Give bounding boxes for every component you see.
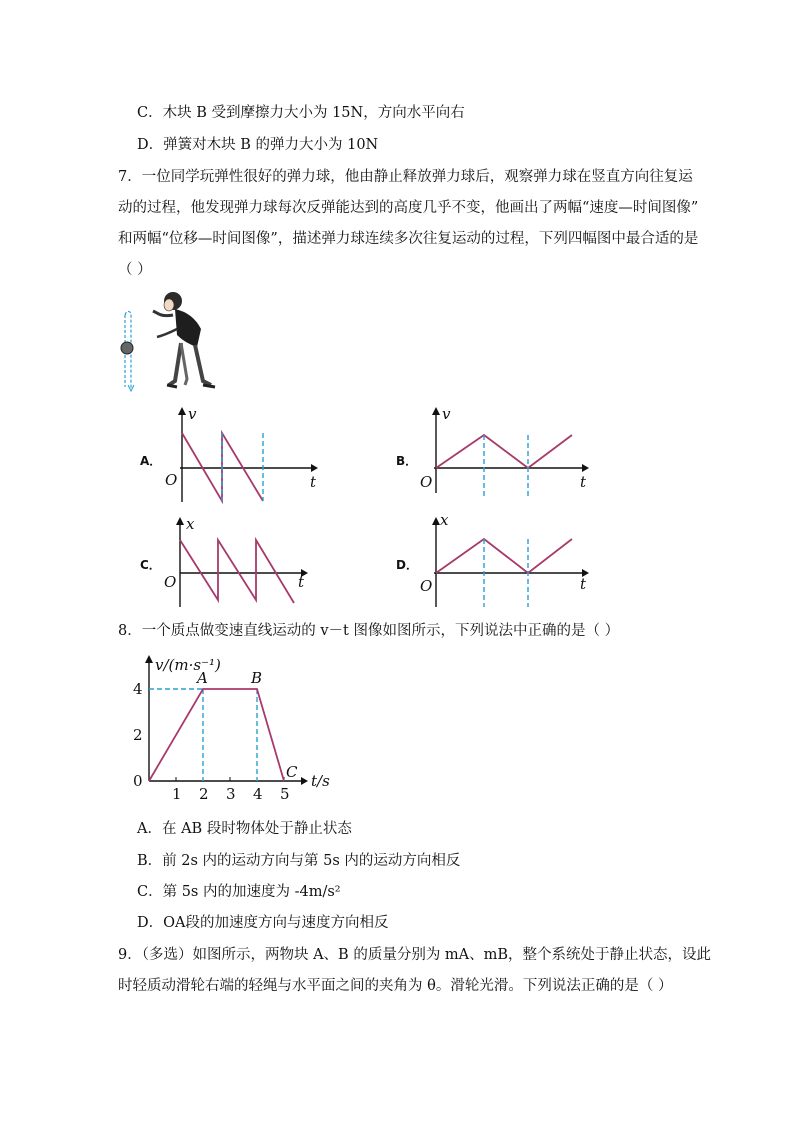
q8-vt-chart [125, 650, 345, 805]
q8-point-label: A [197, 669, 208, 687]
q8-x-tick-label: 4 [253, 785, 263, 803]
graph-d-curve [436, 539, 572, 573]
graph-b-y-arrow [432, 407, 440, 415]
q7-stem-line-1: 7．一位同学玩弹性很好的弹力球，他由静止释放弹力球后，观察弹力球在竖直方向往复运 [118, 169, 693, 185]
q8-x-tick-label: 2 [199, 785, 209, 803]
graph-b-x-label: t [580, 473, 587, 491]
q7-graph-b [390, 405, 600, 505]
q7-stem-line-4: （ ） [118, 262, 152, 278]
q8-y-tick-label: 2 [133, 726, 143, 744]
q8-series-line [149, 689, 284, 781]
q8-x-tick-label: 1 [172, 785, 182, 803]
q8-y-tick-label: 4 [133, 680, 143, 698]
graph-a-y-label: v [188, 405, 197, 423]
graph-a-origin: O [165, 471, 178, 489]
q8-point-label: C [286, 763, 298, 781]
q6-option-c: C．木块 B 受到摩擦力大小为 15N，方向水平向右 [137, 105, 465, 121]
graph-c-origin: O [164, 573, 177, 591]
graph-a-option-label: A． [140, 454, 162, 468]
graph-b-x-arrow [582, 464, 589, 472]
graph-b-curve [436, 435, 572, 468]
graph-d-y-label: x [440, 511, 449, 529]
q8-option-d: D．OA段的加速度方向与速度方向相反 [137, 915, 389, 931]
graph-d-y-arrow [432, 517, 440, 525]
graph-b-origin: O [420, 473, 433, 491]
q8-stem: 8．一个质点做变速直线运动的 v－t 图像如图所示，下列说法中正确的是（ ） [118, 623, 620, 639]
q8-x-tick-label: 3 [226, 785, 236, 803]
q8-y-label: v/(m·s⁻¹) [155, 656, 221, 674]
graph-d-option-label: D． [396, 558, 418, 572]
q7-graph-a [130, 405, 330, 505]
graph-d-origin: O [420, 577, 433, 595]
q8-option-a: A．在 AB 段时物体处于静止状态 [137, 821, 352, 837]
q7-graph-c [130, 515, 330, 610]
graph-c-y-arrow [176, 517, 184, 525]
graph-b-y-label: v [442, 405, 451, 423]
q7-graph-d [390, 511, 600, 610]
graph-c-curve [180, 540, 294, 603]
graph-a-x-arrow [311, 464, 318, 472]
graph-d-x-label: t [580, 575, 587, 593]
graph-c-y-label: x [186, 515, 195, 533]
graph-b-option-label: B． [396, 454, 418, 468]
q8-y-tick-label: 0 [133, 772, 143, 790]
graph-c-x-label: t [298, 573, 305, 591]
graph-a-x-label: t [310, 473, 317, 491]
q7-stem-line-3: 和两幅“位移—时间图像”，描述弹力球连续多次往复运动的过程，下列四幅图中最合适的是 [118, 231, 699, 247]
ball-player-illustration [115, 285, 225, 395]
q8-x-arrow [301, 777, 308, 785]
q8-x-label: t/s [311, 772, 330, 790]
q6-option-d: D．弹簧对木块 B 的弹力大小为 10N [137, 137, 379, 153]
q8-option-c: C．第 5s 内的加速度为 -4m/s² [137, 884, 341, 900]
q9-stem-line-1: 9．（多选）如图所示，两物块 A、B 的质量分别为 mA、mB，整个系统处于静止状态，设此 [118, 947, 712, 963]
graph-c-option-label: C． [140, 558, 161, 572]
q8-option-b: B．前 2s 内的运动方向与第 5s 内的运动方向相反 [137, 853, 461, 869]
q8-y-arrow [145, 655, 153, 663]
q8-x-tick-label: 5 [280, 785, 290, 803]
q8-point-label: B [251, 669, 263, 687]
q7-stem-line-2: 动的过程，他发现弹力球每次反弹能达到的高度几乎不变，他画出了两幅“速度—时间图像” [118, 200, 699, 216]
graph-a-y-arrow [178, 407, 186, 415]
q9-stem-line-2: 时轻质动滑轮右端的轻绳与水平面之间的夹角为 θ。滑轮光滑。下列说法正确的是（ ） [118, 978, 673, 994]
